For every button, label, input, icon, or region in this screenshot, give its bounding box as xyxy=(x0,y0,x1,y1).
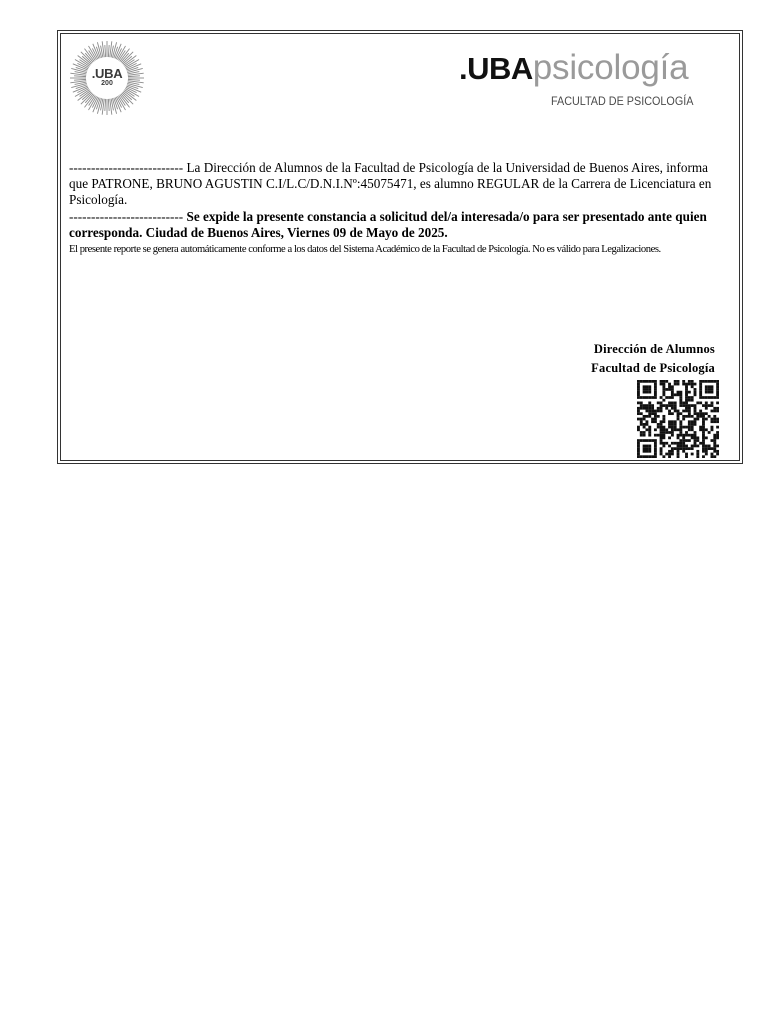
seal-number-text: 200 xyxy=(101,80,113,87)
brand-uba-text: .UBA xyxy=(459,51,533,86)
dash-separator: -------------------------- xyxy=(69,160,184,175)
seal-uba-text: .UBA xyxy=(91,66,123,81)
brand-psicologia-text: psicología xyxy=(532,48,689,87)
certificate-paragraph-1 xyxy=(69,160,719,208)
certificate-frame xyxy=(57,30,743,464)
brand-wordmark xyxy=(459,48,729,88)
certificate-paragraph-2 xyxy=(69,209,719,241)
signature-line-2: Facultad de Psicología xyxy=(591,361,715,375)
seal-center xyxy=(87,58,127,98)
uba-psicologia-logo xyxy=(459,48,729,108)
brand-subtitle: FACULTAD DE PSICOLOGÍA xyxy=(551,94,694,108)
paragraph-2-text: Se expide la presente constancia a solicitud del/a interesada/o para ser presentado ante quien corresponda. Ciudad de Buenos Aires, Viernes 09 de Mayo de 2025. xyxy=(69,209,707,240)
signature-block xyxy=(591,340,715,378)
signature-line-1: Dirección de Alumnos xyxy=(593,342,715,356)
paragraph-1-text: La Dirección de Alumnos de la Facultad de Psicología de la Universidad de Buenos Aires, informa que PATRONE, BRUNO AGUSTIN C.I/L.C/D.N.I.Nº:45075471, es alumno REGULAR de la Carrera de Licenciatura en Psicología. xyxy=(69,160,712,207)
certificate-body xyxy=(69,160,719,258)
uba-200-seal xyxy=(69,40,145,116)
disclaimer-text: El presente reporte se genera automáticamente conforme a los datos del Sistema Académico de la Facultad de Psicología. No es válido para Legalizaciones. xyxy=(69,244,661,255)
dash-separator: -------------------------- xyxy=(69,209,184,224)
qr-code-icon xyxy=(637,380,719,458)
certificate-inner-frame xyxy=(60,33,740,461)
